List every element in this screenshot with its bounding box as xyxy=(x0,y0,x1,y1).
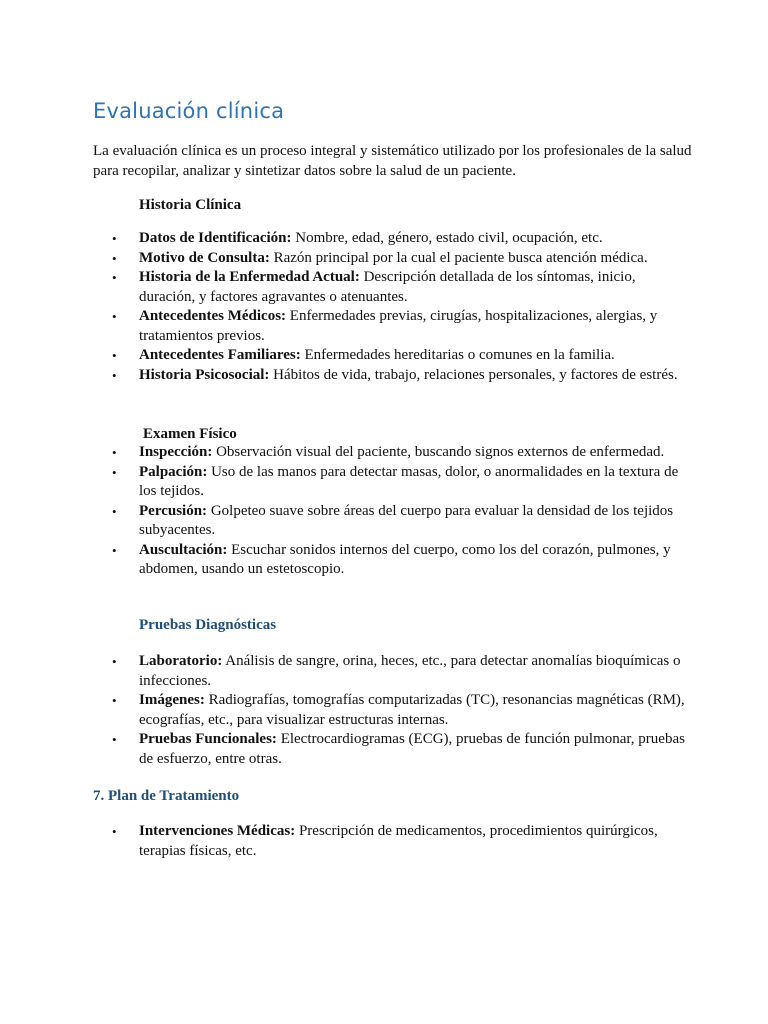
item-term: Historia de la Enfermedad Actual: xyxy=(139,269,360,285)
item-text: Electrocardiogramas (ECG), pruebas de función pulmonar, pruebas de esfuerzo, entre otras. xyxy=(139,731,685,767)
item-term: Historia Psicosocial: xyxy=(139,366,270,383)
item-term: Percusión: xyxy=(139,502,208,519)
historia-clinica-list xyxy=(93,229,693,385)
bullet-icon: • xyxy=(112,270,117,285)
bullet-icon: • xyxy=(112,464,117,480)
bullet-icon: • xyxy=(112,693,117,708)
item-term: Pruebas Funcionales: xyxy=(139,731,277,747)
pruebas-diagnosticas-list xyxy=(93,652,693,769)
item-text: Enfermedades previas, cirugías, hospitalizaciones, alergias, y tratamientos previos. xyxy=(139,308,658,344)
item-term: Inspección: xyxy=(139,444,213,460)
examen-fisico-list xyxy=(93,443,693,580)
item-text: Escuchar sonidos internos del cuerpo, como los del corazón, pulmones, y abdomen, usando un estetoscopio. xyxy=(139,541,671,577)
list-item xyxy=(93,249,693,269)
list-item xyxy=(93,652,693,691)
item-text: Nombre, edad, género, estado civil, ocupación, etc. xyxy=(291,230,603,246)
bullet-icon: • xyxy=(112,231,117,246)
plan-de-tratamiento-list xyxy=(93,822,693,861)
item-text: Hábitos de vida, trabajo, relaciones personales, y factores de estrés. xyxy=(269,366,678,383)
section-heading-plan-de-tratamiento: 7. Plan de Tratamiento xyxy=(93,788,240,804)
list-item xyxy=(93,346,693,366)
bullet-icon: • xyxy=(112,348,117,363)
item-text: Razón principal por la cual el paciente busca atención médica. xyxy=(269,249,648,266)
item-term: Imágenes: xyxy=(139,692,205,708)
item-text: Observación visual del paciente, buscando signos externos de enfermedad. xyxy=(212,444,665,460)
list-item xyxy=(93,366,693,386)
item-term: Antecedentes Médicos: xyxy=(139,308,287,324)
list-item xyxy=(93,691,693,730)
item-term: Datos de Identificación: xyxy=(139,230,292,246)
list-item xyxy=(93,307,693,346)
bullet-icon: • xyxy=(112,503,117,519)
bullet-icon: • xyxy=(112,250,117,266)
bullet-icon: • xyxy=(112,309,117,324)
section-heading-pruebas-diagnosticas: Pruebas Diagnósticas xyxy=(139,617,277,633)
item-term: Palpación: xyxy=(139,463,208,480)
intro-paragraph: La evaluación clínica es un proceso integral y sistemático utilizado por los profesionales de la salud para recopilar, analizar y sintetizar datos sobre la salud de un paciente. xyxy=(93,143,692,179)
list-item xyxy=(93,268,693,307)
list-item xyxy=(93,229,693,249)
item-term: Auscultación: xyxy=(139,541,228,558)
bullet-icon: • xyxy=(112,367,117,383)
item-text: Prescripción de medicamentos, procedimientos quirúrgicos, terapias físicas, etc. xyxy=(139,823,658,859)
bullet-icon: • xyxy=(112,542,117,558)
list-item xyxy=(93,463,693,502)
item-text: Radiografías, tomografías computarizadas (TC), resonancias magnéticas (RM), ecografías, etc., para visualizar estructuras internas. xyxy=(139,692,685,728)
list-item xyxy=(93,822,693,861)
item-term: Laboratorio: xyxy=(139,653,223,669)
item-text: Golpeteo suave sobre áreas del cuerpo para evaluar la densidad de los tejidos subyacentes. xyxy=(139,502,674,538)
item-text: Análisis de sangre, orina, heces, etc., para detectar anomalías bioquímicas o infecciones. xyxy=(139,653,681,689)
document-title: Evaluación clínica xyxy=(93,99,285,123)
bullet-icon: • xyxy=(112,445,117,460)
list-item xyxy=(93,443,693,463)
list-item xyxy=(93,730,693,769)
list-item xyxy=(93,502,693,541)
list-item xyxy=(93,541,693,580)
bullet-icon: • xyxy=(112,732,117,747)
section-heading-examen-fisico: Examen Físico xyxy=(143,426,237,442)
bullet-icon: • xyxy=(112,824,117,839)
bullet-icon: • xyxy=(112,654,117,669)
section-heading-historia-clinica: Historia Clínica xyxy=(139,197,242,213)
item-term: Motivo de Consulta: xyxy=(139,249,270,266)
item-text: Uso de las manos para detectar masas, dolor, o anormalidades en la textura de los tejidos. xyxy=(139,463,679,499)
item-term: Antecedentes Familiares: xyxy=(139,347,301,363)
item-text: Descripción detallada de los síntomas, inicio, duración, y factores agravantes o atenuantes. xyxy=(139,269,636,305)
item-term: Intervenciones Médicas: xyxy=(139,823,296,839)
item-text: Enfermedades hereditarias o comunes en la familia. xyxy=(300,347,615,363)
